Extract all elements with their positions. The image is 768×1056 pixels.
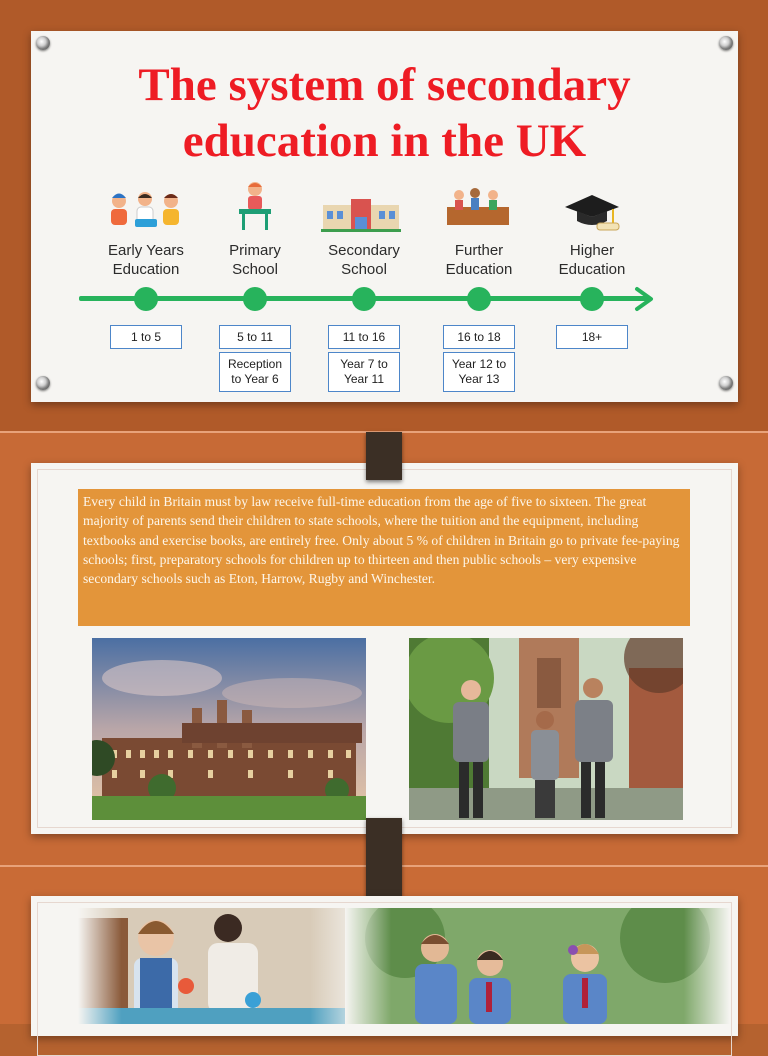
page-title (31, 57, 738, 169)
education-paragraph: Every child in Britain must by law receive full-time education from the age of five to sixteen. The great majority of parents send their children to state schools, where the tuition and the equipment, including textbooks and exercise books, are entirely free. Only about 5 % of children in Britain go to private fee-paying schools; first, preparatory schools for children up to thirteen and then public schools – very expensive secondary schools such as Eton, Harrow, Rugby and Winchester. (78, 489, 690, 626)
age-range-box: 18+ (556, 325, 628, 349)
timeline-dot (243, 287, 267, 311)
stage-label-higher: Higher Education (558, 242, 626, 278)
age-range-box: 5 to 11 (219, 325, 291, 349)
timeline-dot (580, 287, 604, 311)
school-building-icon (321, 197, 401, 233)
year-range-box: Year 12 to Year 13 (443, 352, 515, 392)
stage-label-early-years: Early Years Education (108, 242, 184, 278)
timeline-dot (352, 287, 376, 311)
age-range-box: 1 to 5 (110, 325, 182, 349)
school-campus-photo (92, 638, 366, 820)
screw-icon (36, 36, 50, 50)
connector-tab (366, 432, 402, 480)
stage-label-secondary: Secondary School (328, 242, 400, 278)
screw-icon (36, 376, 50, 390)
slide-1-card (31, 31, 738, 402)
children-group-icon (105, 189, 187, 233)
arrow-right-icon (631, 286, 657, 312)
title-line-2: education in the UK (182, 115, 587, 167)
nursery-children-photo (78, 908, 368, 1024)
age-range-box: 11 to 16 (328, 325, 400, 349)
classroom-icon (445, 185, 511, 227)
students-walking-photo (409, 638, 683, 820)
screw-icon (719, 36, 733, 50)
pupils-in-uniform-photo (345, 908, 730, 1024)
graduation-cap-icon (563, 193, 621, 233)
age-range-box: 16 to 18 (443, 325, 515, 349)
child-at-desk-icon (235, 179, 275, 231)
timeline-dot (134, 287, 158, 311)
stage-label-primary: Primary School (229, 242, 281, 278)
screw-icon (719, 376, 733, 390)
year-range-box: Reception to Year 6 (219, 352, 291, 392)
year-range-box: Year 7 to Year 11 (328, 352, 400, 392)
timeline-dot (467, 287, 491, 311)
stage-label-further: Further Education (445, 242, 513, 278)
title-line-1: The system of secondary (138, 59, 631, 111)
